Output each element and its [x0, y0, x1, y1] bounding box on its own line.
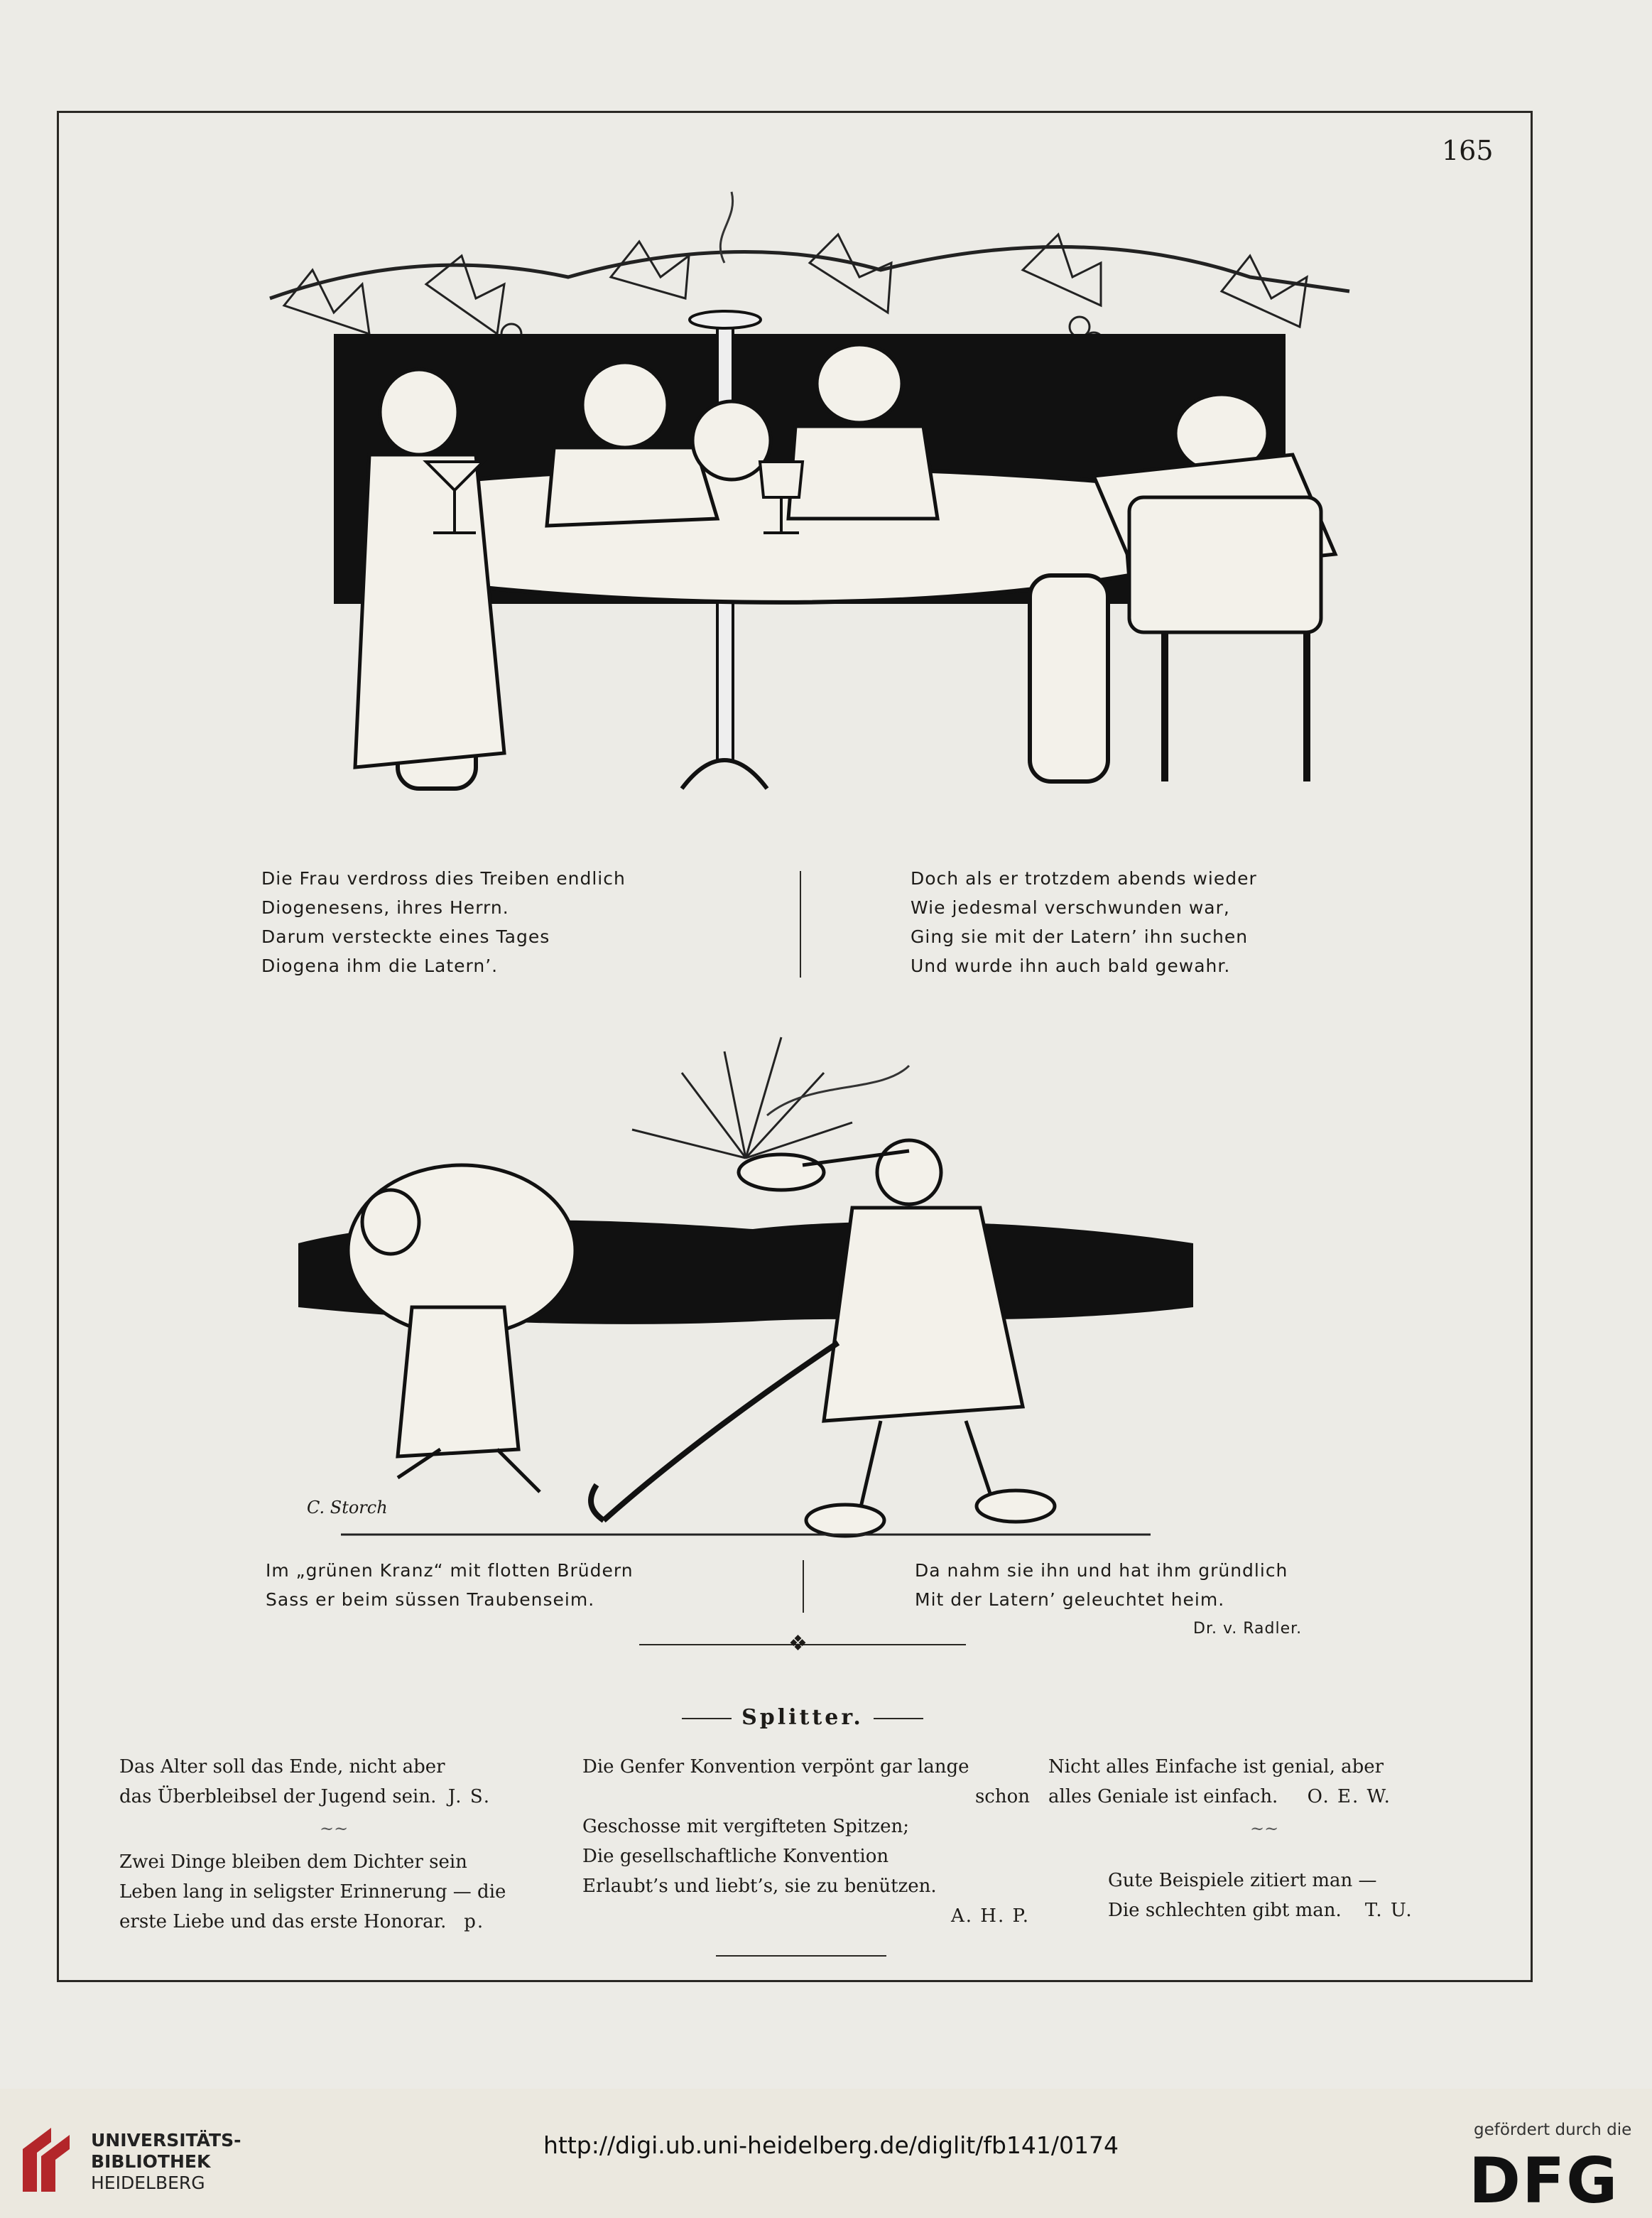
- verse-line: Da nahm sie ihn und hat ihm gründlich: [915, 1560, 1288, 1581]
- verse-line: Doch als er trotzdem abends wieder: [911, 868, 1257, 889]
- aphorism-line: Die schlechten gibt man. T. U.: [1108, 1900, 1413, 1921]
- verse-top-left: [261, 864, 626, 980]
- verse-author: Dr. v. Radler.: [1193, 1620, 1303, 1638]
- heading-dash: [682, 1718, 732, 1719]
- aphorism-col1-1: [119, 1752, 553, 1812]
- verse-line: Und wurde ihn auch bald gewahr.: [911, 956, 1231, 976]
- aphorism-line: Geschosse mit vergifteten Spitzen;: [582, 1816, 910, 1837]
- aphorism-line: alles Geniale ist einfach. O. E. W.: [1048, 1786, 1391, 1807]
- verse-line: Wie jedesmal verschwunden war,: [911, 897, 1230, 918]
- aphorism-col3-2: [1108, 1866, 1491, 1925]
- aphorism-line: Erlaubt’s und liebt’s, sie zu benützen.: [582, 1876, 937, 1897]
- verse-line: Im „grünen Kranz“ mit flotten Brüdern: [266, 1560, 634, 1581]
- lantern-illustration: [298, 1009, 1193, 1549]
- verse-line: Diogena ihm die Latern’.: [261, 956, 499, 976]
- viewer-footer: [0, 2103, 1652, 2218]
- dfg-logo: DFG: [1469, 2144, 1619, 2217]
- feast-illustration: [241, 178, 1378, 845]
- aphorism-line: Leben lang in seligster Erinnerung — die: [119, 1881, 506, 1903]
- university-library-name: UNIVERSITÄTS- BIBLIOTHEK HEIDELBERG: [91, 2130, 241, 2193]
- aphorism-line: Die gesellschaftliche Konvention: [582, 1846, 889, 1867]
- funding-label: gefördert durch die: [1474, 2121, 1632, 2139]
- aphorism-line: Gute Beispiele zitiert man —: [1108, 1870, 1377, 1891]
- aphorism-line: Die Genfer Konvention verpönt gar lange: [582, 1756, 969, 1778]
- aphorism-signature: p.: [464, 1911, 485, 1932]
- verse-line: Mit der Latern’ geleuchtet heim.: [915, 1589, 1225, 1610]
- aphorism-col2-1: [582, 1752, 1030, 1931]
- verse-line: Darum versteckte eines Tages: [261, 926, 550, 947]
- aphorism-line: Zwei Dinge bleiben dem Dichter sein: [119, 1851, 467, 1873]
- heading-dash: [874, 1718, 923, 1719]
- aphorism-line: Das Alter soll das Ende, nicht aber: [119, 1756, 445, 1778]
- verse-column-divider: [803, 1560, 804, 1613]
- illustration-signature: C. Storch: [307, 1498, 388, 1518]
- closing-rule: [716, 1955, 886, 1957]
- aphorism-line: das Überbleibsel der Jugend sein. J. S.: [119, 1786, 491, 1807]
- aphorism-signature: A. H. P.: [951, 1905, 1030, 1927]
- aphorism-signature: O. E. W.: [1307, 1786, 1391, 1807]
- verse-bottom-left: [266, 1556, 634, 1614]
- verse-top-right: [911, 864, 1257, 980]
- aphorism-line: erste Liebe und das erste Honorar. p.: [119, 1911, 485, 1932]
- verse-line: Ging sie mit der Latern’ ihn suchen: [911, 926, 1249, 947]
- verse-column-divider: [800, 871, 801, 978]
- aphorism-col3-1: [1048, 1752, 1489, 1812]
- page-number: 165: [1442, 135, 1494, 166]
- aphorism-line: schon: [974, 1786, 1030, 1807]
- aphorism-line: Nicht alles Einfache ist genial, aber: [1048, 1756, 1384, 1778]
- university-library-logo-icon: [16, 2121, 78, 2199]
- aphorism-separator: ~~: [1250, 1819, 1279, 1839]
- aphorism-signature: T. U.: [1364, 1900, 1413, 1921]
- aphorism-separator: ~~: [320, 1819, 349, 1839]
- verse-line: Sass er beim süssen Traubenseim.: [266, 1589, 595, 1610]
- aphorism-signature: J. S.: [447, 1786, 491, 1807]
- verse-bottom-right: [915, 1556, 1288, 1614]
- permalink-url[interactable]: http://digi.ub.uni-heidelberg.de/diglit/fb141/0174: [543, 2131, 1119, 2159]
- verse-line: Diogenesens, ihres Herrn.: [261, 897, 509, 918]
- splitter-heading: Splitter.: [661, 1705, 945, 1730]
- aphorism-col1-2: [119, 1847, 553, 1937]
- ornament-icon: ❖: [788, 1631, 808, 1656]
- verse-line: Die Frau verdross dies Treiben endlich: [261, 868, 626, 889]
